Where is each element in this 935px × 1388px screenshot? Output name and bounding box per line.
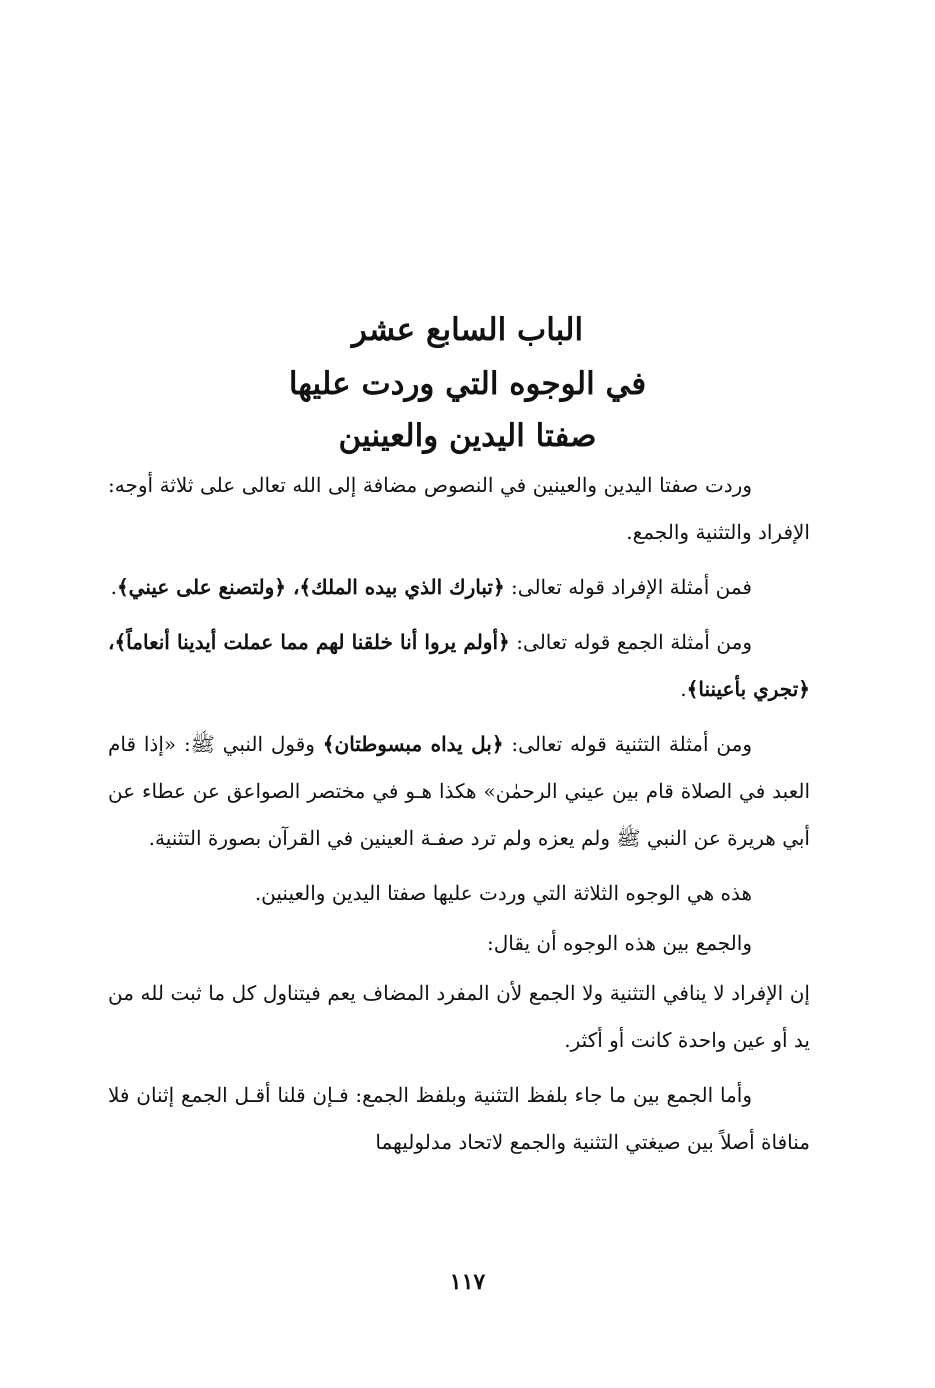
paragraph-dual-lead: ومن أمثلة التثنية قوله تعالى: [503,732,752,756]
chapter-title-line-1: في الوجوه التي وردت عليها [288,366,647,402]
paragraph-dual-plural-reconciliation: وأما الجمع بين ما جاء بلفظ التثنية وبلفظ الجمع: فـإن قلنا أقـل الجمع إثنان فلا منافاة أصلاً بين صيغتي التثنية والجمع لاتحاد مدلوليهما [108,1083,810,1154]
paragraph-singular-lead: فمن أمثلة الإفراد قوله تعالى: [504,575,752,599]
body-text [108,462,810,1174]
paragraph-dual-examples [108,721,810,862]
page-number: ١١٧ [449,1269,486,1295]
quran-quote-singular: ﴿تبارك الذي بيده الملك﴾، ﴿ولتصنع على عيني﴾ [116,575,505,599]
paragraph-plural-end: . [680,677,687,701]
paragraph-reconciliation-intro: والجمع بين هذه الوجوه أن يقال: [486,931,752,955]
paragraph-singular-examples [108,564,810,611]
paragraph-singular-reconciliation: إن الإفراد لا ينافي التثنية ولا الجمع لأن المفرد المضاف يعم فيتناول كل ما ثبت لله من يد أو عين واحدة كانت أو أكثر. [108,981,810,1052]
paragraph-dual-rest: وقول النبي ﷺ: «إذا قام العبد في الصلاة قام بين عيني الرحمٰن» هكذا هـو في مختصر الصواعق عن عطاء عن أبي هريرة عن النبي ﷺ ولم يعزه ولم ترد صفـة العينين في القرآن بصورة التثنية. [108,732,810,850]
paragraph-intro: وردت صفتا اليدين والعينين في النصوص مضافة إلى الله تعالى على ثلاثة أوجه: الإفراد والتثنية والجمع. [108,473,810,544]
paragraph-summary: هذه هي الوجوه الثلاثة التي وردت عليها صفتا اليدين والعينين. [254,881,752,905]
paragraph-plural-examples [108,619,810,713]
chapter-number-title: الباب السابع عشر [351,312,584,348]
paragraph-plural-lead: ومن أمثلة الجمع قوله تعالى: [509,630,752,654]
quran-quote-plural: ﴿أولم يروا أنا خلقنا لهم مما عملت أيدينا أنعاماً﴾، ﴿تجري بأعيننا﴾ [108,630,810,701]
chapter-title-line-2: صفتا اليدين والعينين [338,418,597,454]
paragraph-singular-end: . [110,575,117,599]
quran-quote-dual: ﴿بل يداه مبسوطتان﴾ [322,732,504,756]
